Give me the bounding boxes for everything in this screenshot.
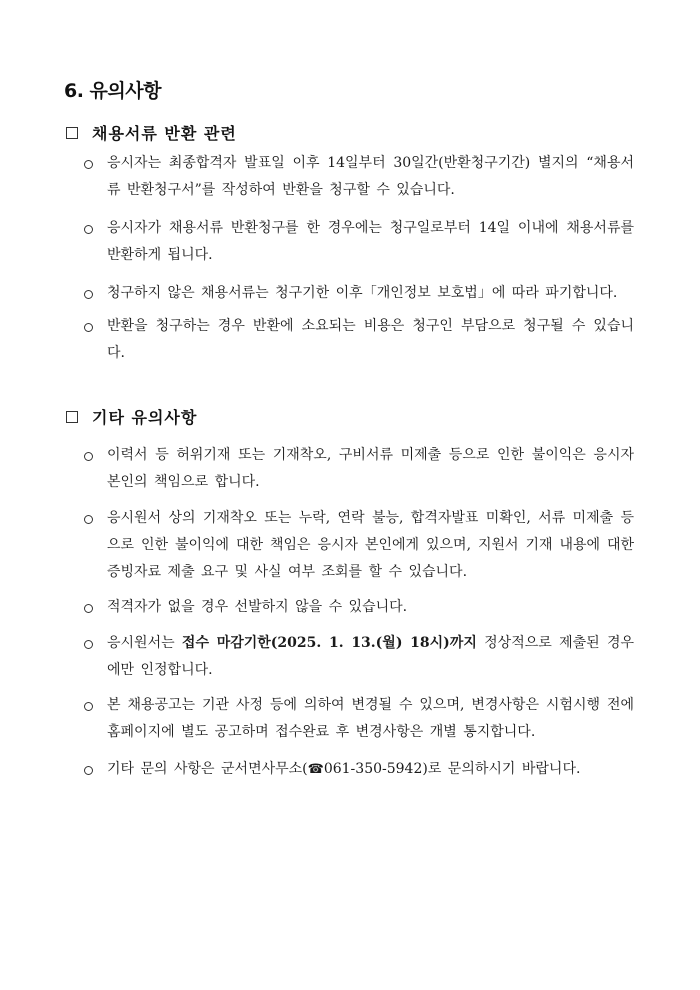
section-title: 채용서류 반환 관련: [92, 124, 237, 143]
item-text: 반환을 청구하는 경우 반환에 소요되는 비용은 청구인 부담으로 청구될 수 있습니다.: [107, 318, 634, 361]
circle-bullet-icon: [84, 604, 93, 613]
list-item-deadline: [84, 630, 634, 684]
list-item: [84, 313, 634, 367]
list-item: [84, 215, 634, 269]
list-item: [84, 505, 634, 586]
list-item: [84, 150, 634, 204]
page-title: 6. 유의사항: [64, 80, 161, 102]
item-text: 본 채용공고는 기관 사정 등에 의하여 변경될 수 있으며, 변경사항은 시험시행 전에 홈페이지에 별도 공고하며 접수완료 후 변경사항은 개별 통지합니다.: [107, 697, 634, 740]
item-text-prefix: 응시원서는: [107, 635, 182, 651]
circle-bullet-icon: [84, 225, 93, 234]
item-text: [107, 756, 634, 783]
circle-bullet-icon: [84, 640, 93, 649]
deadline-emphasis: 접수 마감기한(2025. 1. 13.(월) 18시)까지: [181, 635, 477, 651]
item-text: 이력서 등 허위기재 또는 기재착오, 구비서류 미제출 등으로 인한 불이익은 응시자 본인의 책임으로 합니다.: [107, 447, 634, 490]
item-text: 적격자가 없을 경우 선발하지 않을 수 있습니다.: [107, 599, 408, 615]
circle-bullet-icon: [84, 766, 93, 775]
item-text-suffix: )로 문의하시기 바랍니다.: [422, 761, 581, 777]
section-header-other-notes: [66, 405, 197, 428]
section-header-document-return: [66, 121, 237, 144]
list-item: [84, 280, 634, 307]
item-text: 청구하지 않은 채용서류는 청구기한 이후「개인정보 보호법」에 따라 파기합니다.: [107, 285, 618, 301]
item-text: 응시자는 최종합격자 발표일 이후 14일부터 30일간(반환청구기간) 별지의 “채용서류 반환청구서”를 작성하여 반환을 청구할 수 있습니다.: [107, 155, 634, 198]
phone-number: 061-350-5942: [323, 761, 423, 777]
circle-bullet-icon: [84, 290, 93, 299]
square-bullet-icon: [66, 411, 78, 423]
item-text-prefix: 기타 문의 사항은 군서면사무소(: [107, 761, 308, 777]
list-item: [84, 594, 634, 621]
list-item: [84, 442, 634, 496]
circle-bullet-icon: [84, 160, 93, 169]
section-title: 기타 유의사항: [92, 408, 198, 427]
telephone-icon: ☎: [307, 762, 324, 777]
circle-bullet-icon: [84, 323, 93, 332]
item-text-suffix: 정상적으로 제출된 경우에만 인정합니다.: [107, 635, 634, 678]
circle-bullet-icon: [84, 515, 93, 524]
item-text: 응시원서 상의 기재착오 또는 누락, 연락 불능, 합격자발표 미확인, 서류 미제출 등으로 인한 불이익에 대한 책임은 응시자 본인에게 있으며, 지원서 기재 내용에 대한 증빙자료 제출 요구 및 사실 여부 조회를 할 수 있습니다.: [107, 510, 634, 580]
item-text: 응시자가 채용서류 반환청구를 한 경우에는 청구일로부터 14일 이내에 채용서류를 반환하게 됩니다.: [107, 220, 634, 263]
list-item-contact: [84, 756, 634, 783]
square-bullet-icon: [66, 127, 78, 139]
circle-bullet-icon: [84, 452, 93, 461]
list-item: [84, 692, 634, 746]
item-text: [107, 630, 634, 684]
circle-bullet-icon: [84, 702, 93, 711]
